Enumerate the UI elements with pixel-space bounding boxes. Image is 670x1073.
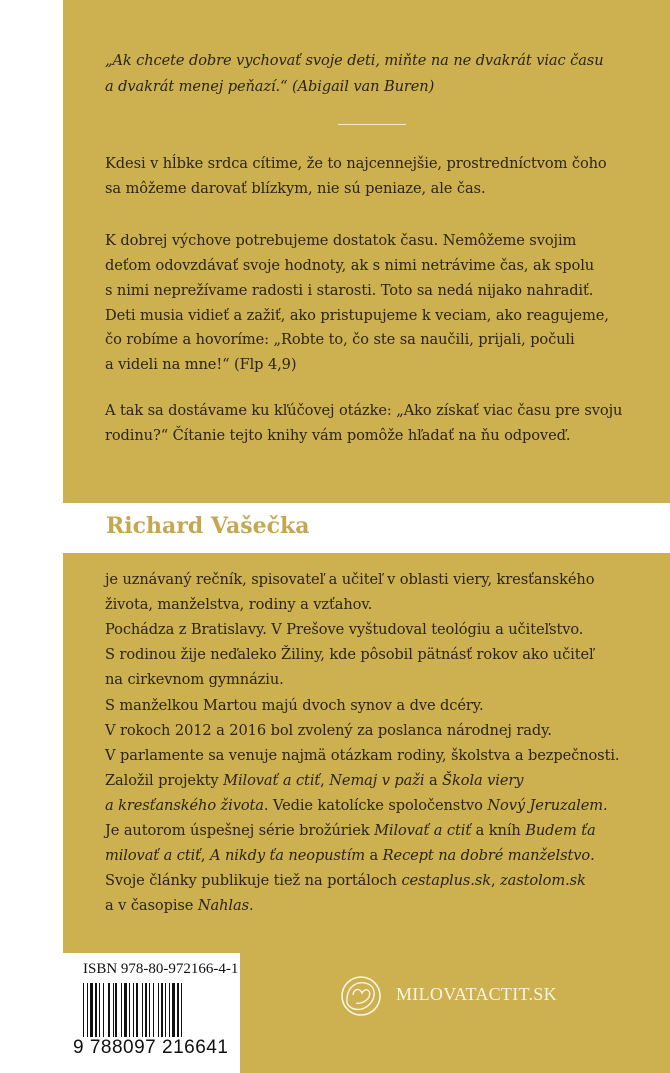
barcode-bar — [113, 983, 114, 1041]
italic-text: Nahlas — [197, 897, 249, 915]
barcode-bar — [145, 983, 147, 1041]
barcode-bar — [169, 983, 170, 1041]
italic-text: A nikdy ťa neopustím — [210, 847, 365, 865]
barcode-bar — [142, 983, 143, 1041]
text-line — [105, 822, 596, 839]
barcode-bar — [115, 983, 117, 1041]
italic-text: Milovať a ctiť — [374, 822, 472, 839]
text-span: života, manželstva, rodiny a vzťahov. — [105, 596, 373, 614]
text-line — [105, 797, 608, 814]
text-line — [105, 571, 594, 588]
barcode-bar — [124, 983, 127, 1041]
text-line — [105, 155, 607, 172]
text-span: V parlamente sa venuje najmä otázkam rodiny, školstva a bezpečnosti. — [105, 746, 620, 764]
text-span: je uznávaný rečník, spisovateľ a učiteľ v oblasti viery, kresťanského — [105, 571, 595, 588]
barcode-bar — [90, 983, 93, 1041]
text-span: , — [490, 872, 501, 890]
text-span: čo robíme a hovoríme: „Robte to, čo ste sa naučili, prijali, počuli — [105, 331, 575, 348]
text-span: a — [424, 771, 443, 789]
barcode-bar — [172, 983, 175, 1041]
text-line — [105, 872, 586, 889]
barcode-bar — [99, 983, 100, 1041]
text-line — [105, 257, 594, 274]
italic-text: Milovať a ctiť — [223, 771, 321, 789]
barcode-bar — [181, 983, 182, 1041]
text-span: deťom odovzdávať svoje hodnoty, ak s nimi netrávime čas, ak spolu — [105, 257, 595, 274]
text-line — [105, 621, 583, 638]
barcode-bar — [177, 983, 179, 1041]
italic-text: a dvakrát menej peňazí.“ (Abigail van Buren) — [105, 78, 435, 95]
barcode-bar — [83, 983, 84, 1041]
text-span: Založil projekty — [105, 771, 224, 789]
text-span: a — [364, 847, 383, 865]
barcode-bar — [161, 983, 163, 1041]
barcode-number: 9 788097 216641 — [73, 1037, 229, 1058]
italic-text: Nový Jeruzalem — [487, 796, 604, 814]
text-span: a kníh — [471, 822, 526, 839]
text-line — [105, 78, 434, 95]
website-link[interactable]: MILOVATACTIT.SK — [396, 984, 557, 1004]
divider — [338, 124, 406, 125]
isbn-barcode — [63, 953, 240, 1073]
text-span: . Vedie katolícke spoločenstvo — [263, 796, 488, 814]
barcode-bar — [95, 983, 97, 1041]
barcode-bar — [165, 983, 166, 1041]
barcode-bar — [129, 983, 130, 1041]
text-span: sa môžeme darovať blízkym, nie sú peniaze, ale čas. — [105, 180, 486, 197]
barcode-bar — [149, 983, 150, 1041]
text-line — [105, 282, 593, 299]
text-span: . — [249, 897, 254, 915]
barcode-bar — [121, 983, 122, 1041]
text-line — [105, 847, 595, 864]
text-line — [105, 52, 604, 69]
author-name: Richard Vašečka — [106, 513, 310, 539]
heart-logo-icon — [338, 973, 384, 1019]
text-span: a videli na mne!“ (Flp 4,9) — [105, 356, 297, 373]
italic-text: milovať a ctiť — [105, 847, 201, 865]
italic-text: zastolom.sk — [500, 872, 586, 890]
text-line — [105, 402, 622, 419]
barcode-bar — [87, 983, 88, 1041]
text-line — [105, 772, 523, 789]
text-span: S manželkou Martou majú dvoch synov a dve dcéry. — [105, 696, 484, 714]
text-span: Svoje články publikuje tiež na portáloch — [105, 872, 402, 890]
italic-text: Nemaj v paži — [329, 771, 425, 789]
text-span: a v časopise — [105, 897, 198, 915]
text-line — [105, 897, 254, 914]
italic-text: a kresťanského života — [105, 796, 264, 814]
footer-panel — [240, 953, 670, 1073]
text-span: S rodinou žije neďaleko Žiliny, kde pôsobil pätnásť rokov ako učiteľ — [105, 646, 594, 664]
text-line — [105, 671, 284, 688]
text-line — [105, 697, 484, 714]
text-line — [105, 356, 296, 373]
text-span: , — [320, 771, 330, 789]
text-span: rodinu?“ Čítanie tejto knihy vám pomôže hľadať na ňu odpoveď. — [105, 427, 571, 444]
barcode-bar — [158, 983, 159, 1041]
text-span: A tak sa dostávame ku kľúčovej otázke: „Ako získať viac času pre svoju — [105, 402, 623, 419]
text-span: . — [603, 796, 608, 814]
text-span: . — [590, 847, 595, 865]
text-line — [105, 747, 619, 764]
text-span: s nimi neprežívame radosti i starosti. Toto sa nedá nijako nahradiť. — [105, 282, 594, 299]
text-span: Pochádza z Bratislavy. V Prešove vyštudoval teológiu a učiteľstvo. — [105, 621, 584, 639]
text-line — [105, 307, 609, 324]
italic-text: Budem ťa — [525, 822, 596, 839]
barcode-bar — [103, 983, 104, 1041]
italic-text: cestaplus.sk — [401, 872, 491, 890]
text-span: , — [200, 847, 210, 865]
barcode-bar — [153, 983, 154, 1041]
text-line — [105, 646, 594, 663]
barcode-bar — [136, 983, 138, 1041]
text-line — [105, 427, 570, 444]
barcode-icon — [83, 983, 235, 1041]
isbn-text: ISBN 978-80-972166-4-1 — [83, 961, 239, 977]
text-span: Deti musia vidieť a zažiť, ako pristupujeme k veciam, ako reagujeme, — [105, 307, 609, 324]
barcode-bar — [108, 983, 110, 1041]
text-line — [105, 180, 485, 197]
italic-text: Recept na dobré manželstvo — [382, 847, 591, 865]
italic-text: „Ak chcete dobre vychovať svoje deti, miňte na ne dvakrát viac času — [105, 52, 604, 69]
text-span: Kdesi v hĺbke srdca cítime, že to najcennejšie, prostredníctvom čoho — [105, 155, 607, 172]
barcode-bar — [133, 983, 134, 1041]
text-line — [105, 722, 552, 739]
text-line — [105, 232, 576, 249]
text-span: V rokoch 2012 a 2016 bol zvolený za poslanca národnej rady. — [105, 721, 552, 739]
text-span: K dobrej výchove potrebujeme dostatok času. Nemôžeme svojim — [105, 232, 577, 249]
text-line — [105, 596, 372, 613]
text-span: na cirkevnom gymnáziu. — [105, 671, 284, 689]
text-span: Je autorom úspešnej série brožúriek — [105, 822, 375, 839]
italic-text: Škola viery — [442, 771, 524, 789]
text-line — [105, 331, 575, 348]
